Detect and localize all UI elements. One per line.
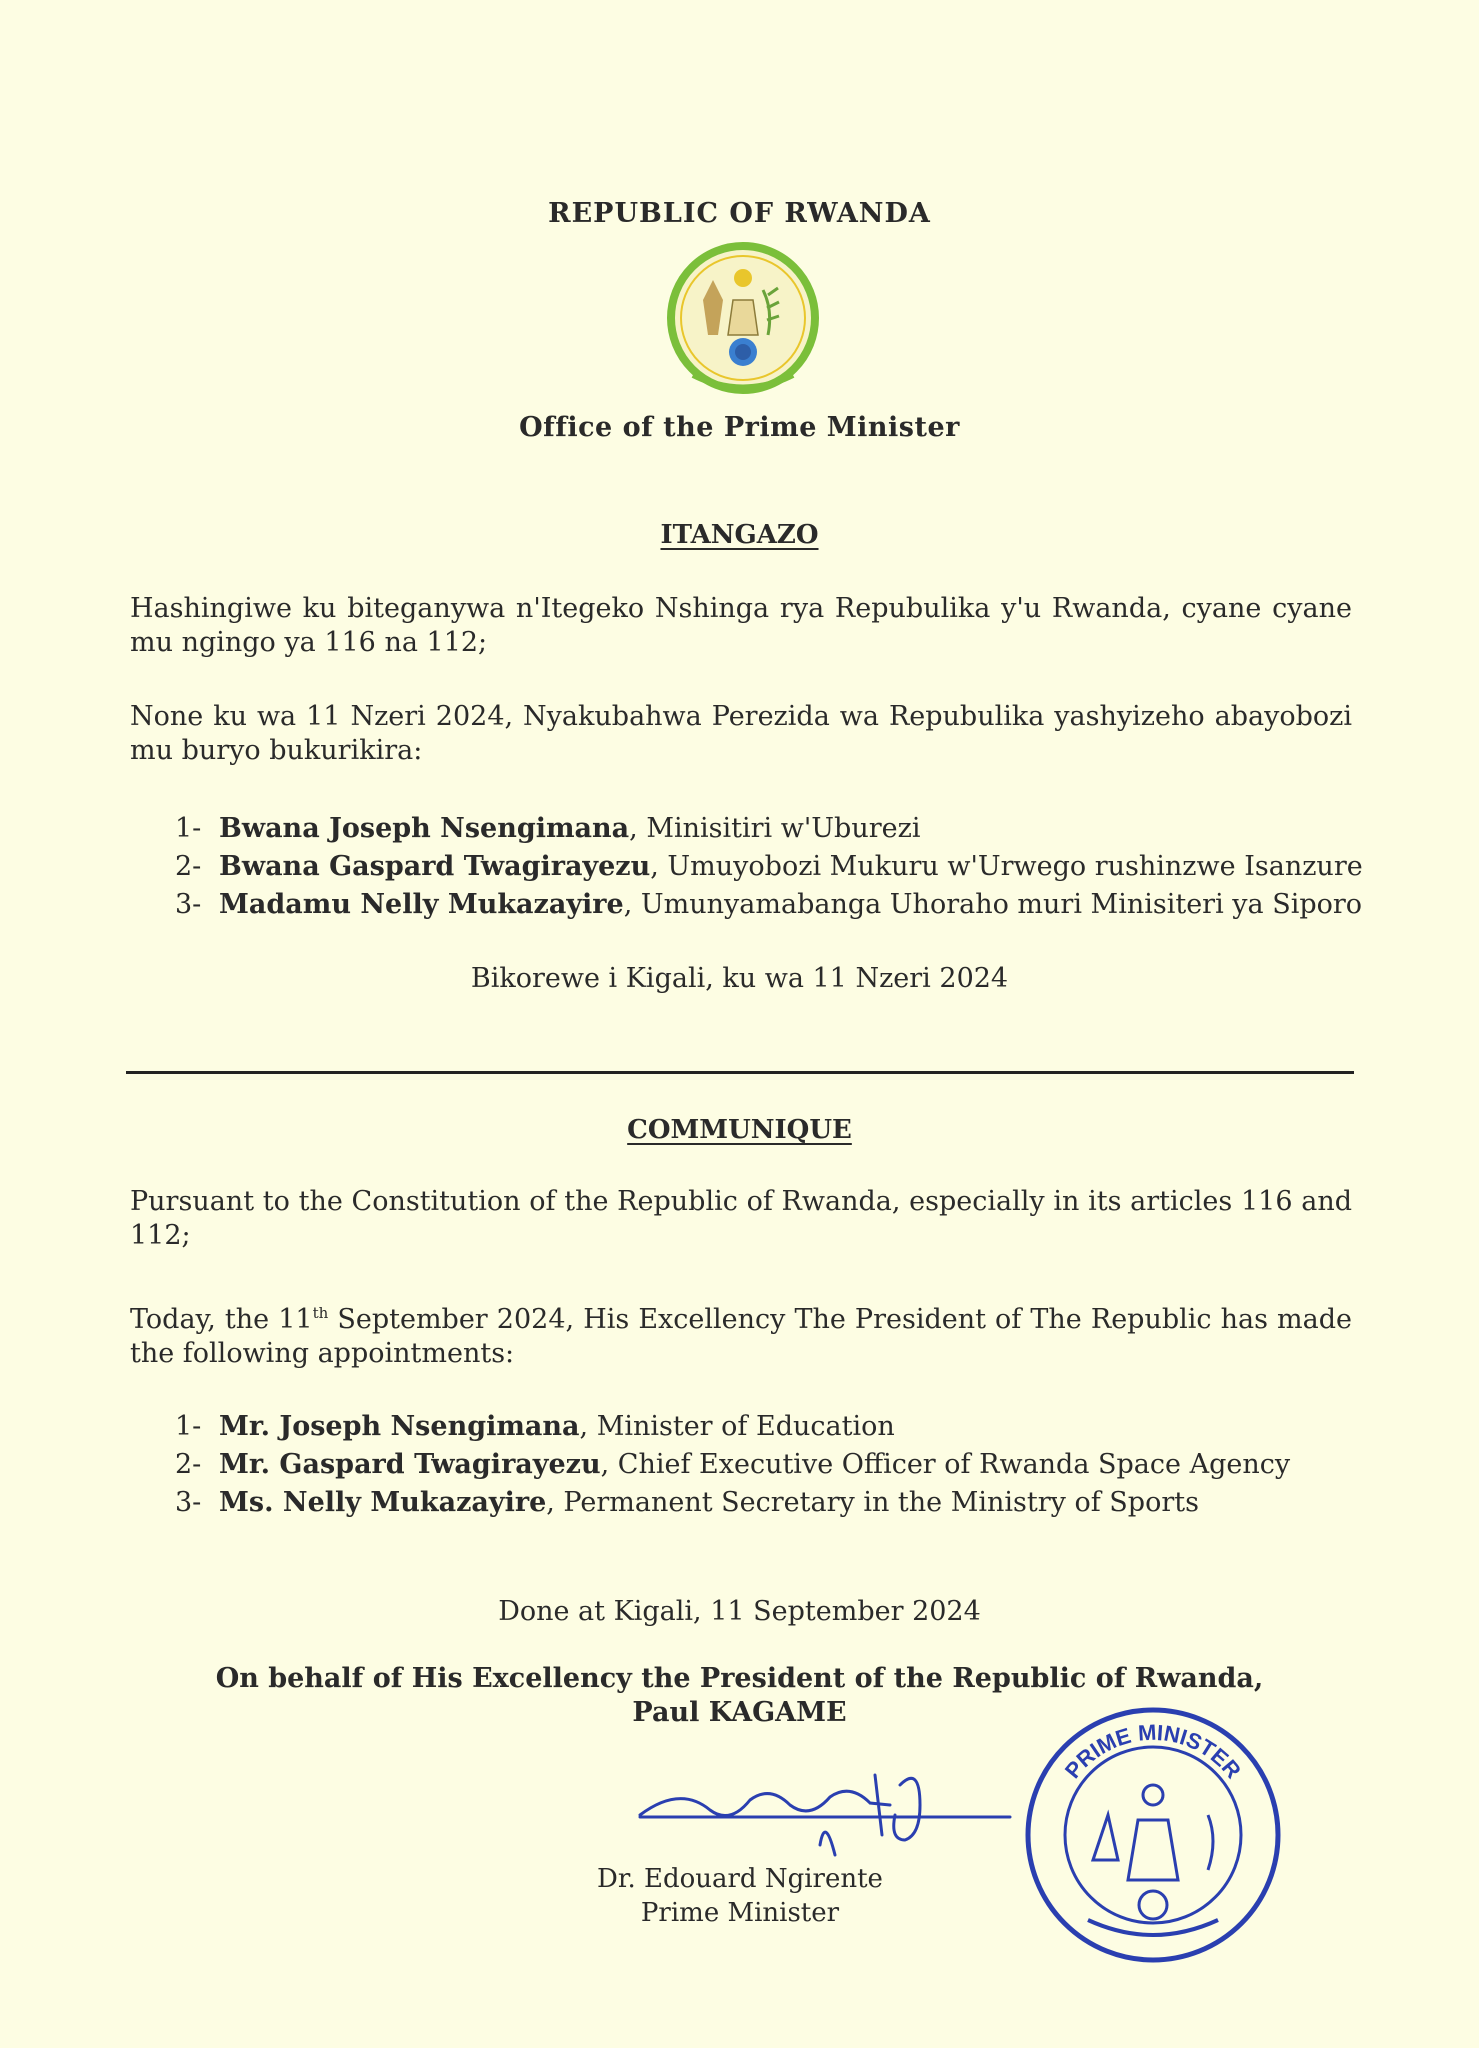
list-item: 3- Ms. Nelly Mukazayire, Permanent Secretary in the Ministry of Sports bbox=[175, 1487, 1199, 1518]
list-item: 2- Mr. Gaspard Twagirayezu, Chief Executive Officer of Rwanda Space Agency bbox=[175, 1449, 1291, 1480]
communique-paragraph-2: Today, the 11th September 2024, His Excellency The President of The Republic has made the following appointments: bbox=[130, 1304, 1353, 1369]
signer-title: Prime Minister bbox=[640, 1898, 840, 1928]
list-item: 1- Bwana Joseph Nsengimana, Minisitiri w'Uburezi bbox=[175, 813, 921, 844]
itangazo-paragraph-1: Hashingiwe ku biteganywa n'Itegeko Nshinga rya Repubulika y'u Rwanda, cyane cyane mu ngingo ya 116 na 112; bbox=[130, 593, 1352, 658]
office-heading: Office of the Prime Minister bbox=[519, 412, 960, 443]
itangazo-appointments-list bbox=[175, 810, 1363, 924]
handwritten-signature-icon bbox=[620, 1745, 1020, 1865]
section-divider bbox=[126, 1071, 1354, 1074]
signer-block bbox=[540, 1862, 940, 1930]
signer-name: Dr. Edouard Ngirente bbox=[597, 1864, 883, 1894]
communique-paragraph-1: Pursuant to the Constitution of the Republic of Rwanda, especially in its articles 116 and 112; bbox=[130, 1186, 1352, 1251]
itangazo-title: ITANGAZO bbox=[660, 520, 819, 550]
prime-minister-seal-icon bbox=[1018, 1700, 1288, 1970]
on-behalf-line: On behalf of His Excellency the President of the Republic of Rwanda, bbox=[215, 1663, 1264, 1694]
communique-title: COMMUNIQUE bbox=[627, 1115, 852, 1145]
communique-appointments-list bbox=[175, 1408, 1290, 1522]
president-name: Paul KAGAME bbox=[632, 1697, 847, 1728]
svg-text:PRIME MINISTER: PRIME MINISTER bbox=[1059, 1719, 1247, 1784]
country-heading: REPUBLIC OF RWANDA bbox=[548, 198, 931, 229]
list-item: 3- Madamu Nelly Mukazayire, Umunyamabanga Uhoraho muri Minisiteri ya Siporo bbox=[175, 889, 1363, 920]
itangazo-closing: Bikorewe i Kigali, ku wa 11 Nzeri 2024 bbox=[470, 963, 1009, 994]
rwanda-coat-of-arms-icon bbox=[663, 240, 823, 400]
communique-closing: Done at Kigali, 11 September 2024 bbox=[498, 1596, 981, 1627]
list-item: 1- Mr. Joseph Nsengimana, Minister of Education bbox=[175, 1411, 895, 1442]
list-item: 2- Bwana Gaspard Twagirayezu, Umuyobozi Mukuru w'Urwego rushinzwe Isanzure bbox=[175, 851, 1363, 882]
itangazo-paragraph-2: None ku wa 11 Nzeri 2024, Nyakubahwa Perezida wa Repubulika yashyizeho abayobozi mu buryo bukurikira: bbox=[130, 701, 1352, 766]
